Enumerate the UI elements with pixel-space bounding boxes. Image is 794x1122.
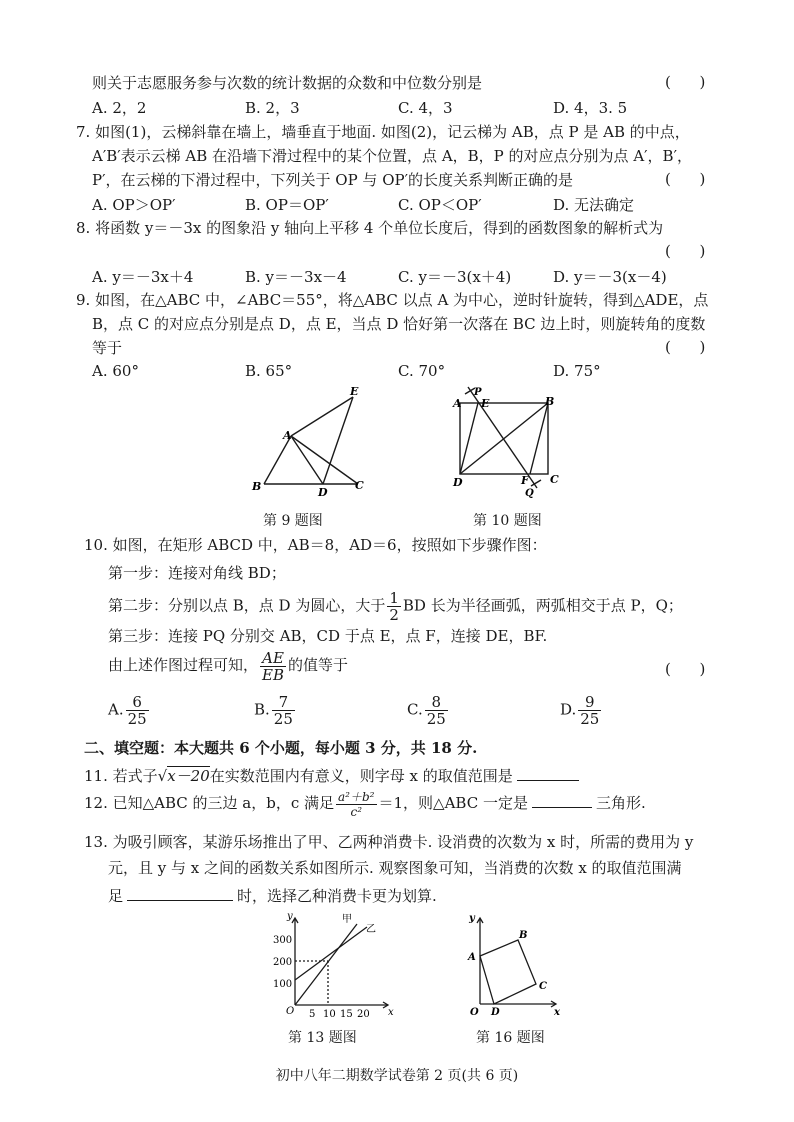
- fraction-numerator: 7: [272, 694, 295, 711]
- fig10-label-c: C: [550, 473, 559, 486]
- q6-answer-paren: ( ): [665, 73, 706, 91]
- q11-text-b: 在实数范围内有意义，则字母 x 的取值范围是: [209, 767, 513, 785]
- fig13-y-tick-200: 200: [273, 957, 293, 968]
- fraction-denominator: EB: [262, 665, 284, 684]
- fig13-series-jia-label: 甲: [342, 914, 352, 925]
- q9-option-d: D. 75°: [553, 362, 601, 380]
- q9-answer-paren: ( ): [665, 338, 706, 356]
- q8-answer-paren: ( ): [665, 242, 706, 260]
- q10-conclusion-text-b: 的值等于: [288, 656, 349, 674]
- q10-step-2-text-b: BD 长为半径画弧，两弧相交于点 P，Q；: [402, 596, 683, 615]
- fig13-series-yi-label: 乙: [366, 924, 376, 935]
- figure-13-caption: 第 13 题图: [288, 1030, 357, 1046]
- fraction-denominator: 2: [389, 606, 399, 624]
- figure-9-caption: 第 9 题图: [263, 513, 323, 529]
- q8-stem: 8. 将函数 y＝－3x 的图象沿 y 轴向上平移 4 个单位长度后，得到的函数图象的解析式为: [76, 219, 664, 237]
- fig13-y-tick-100: 100: [273, 979, 293, 990]
- fraction-denominator: 25: [426, 710, 446, 728]
- q13-stem-line2: 元，且 y 与 x 之间的函数关系如图所示. 观察图象可知，当消费的次数 x 的取值范围满: [108, 859, 682, 877]
- radical-sign: √: [157, 767, 168, 785]
- q6-option-c: C. 4，3: [398, 99, 453, 117]
- q10-conclusion: [108, 648, 348, 683]
- fig10-label-d: D: [453, 476, 463, 489]
- fraction-numerator: AE: [260, 650, 286, 667]
- fig10-label-f: F: [521, 474, 529, 487]
- q11-text-a: 11. 若式子: [84, 767, 158, 785]
- q6-option-a: A. 2，2: [92, 99, 147, 117]
- q10-step-3: 第三步：连接 PQ 分别交 AB，CD 于点 E，点 F，连接 DE，BF.: [108, 627, 548, 645]
- option-fraction: [272, 694, 295, 727]
- q8-option-c: C. y＝－3(x＋4): [398, 268, 512, 286]
- fig10-label-q: Q: [525, 488, 534, 499]
- q9-option-b: B. 65°: [245, 362, 293, 380]
- fraction-numerator: 1: [389, 589, 399, 607]
- fig13-x-tick-20: 20: [357, 1009, 370, 1020]
- q7-option-a: A. OP＞OP′: [92, 196, 176, 214]
- fig13-x-tick-5: 5: [309, 1009, 316, 1020]
- fraction-one-half: [387, 590, 401, 623]
- q7-stem-line2: A′B′表示云梯 AB 在沿墙下滑过程中的某个位置，点 A，B，P 的对应点分别为点 A′，B′，: [92, 147, 692, 165]
- figure-16-square: [458, 912, 568, 1024]
- q12-text-b: ＝1，则△ABC 一定是: [378, 794, 528, 812]
- fraction-denominator: 25: [127, 710, 147, 728]
- fig16-label-c: C: [539, 981, 547, 992]
- fig16-origin-label: O: [470, 1007, 479, 1018]
- fig13-y-axis-label: y: [287, 911, 293, 922]
- q12-stem: [84, 786, 646, 820]
- q7-option-b: B. OP＝OP′: [245, 196, 329, 214]
- figure-10-caption: 第 10 题图: [473, 513, 542, 529]
- option-fraction: [578, 694, 601, 727]
- fig9-label-e: E: [350, 385, 359, 398]
- q9-stem-line2: B，点 C 的对应点分别是点 D，点 E，当点 D 恰好第一次落在 BC 边上时，则旋转角的度数: [92, 315, 706, 333]
- fig10-label-e: E: [481, 397, 490, 410]
- q10-option-d: [560, 694, 603, 727]
- fig13-x-tick-10: 10: [323, 1009, 336, 1020]
- option-fraction: [425, 694, 448, 727]
- q13-text-a: 足: [108, 887, 124, 905]
- fig9-label-d: D: [318, 486, 328, 497]
- q10-answer-paren: ( ): [665, 660, 706, 678]
- fraction-a2-b2-over-c2: [336, 790, 376, 819]
- fig9-label-c: C: [355, 479, 364, 492]
- option-fraction: [126, 694, 149, 727]
- q13-stem-line3: [108, 884, 437, 906]
- q6-option-b: B. 2，3: [245, 99, 300, 117]
- fig16-x-axis-label: x: [554, 1007, 560, 1018]
- fig13-y-tick-300: 300: [273, 935, 293, 946]
- figure-16-caption: 第 16 题图: [476, 1030, 545, 1046]
- fraction-numerator: a²＋b²: [338, 789, 375, 804]
- q10-option-a: [108, 694, 151, 727]
- q10-step-2: [108, 590, 683, 623]
- fraction-denominator: c²: [350, 804, 363, 819]
- fig10-label-a: A: [453, 397, 462, 410]
- q10-stem: 10. 如图，在矩形 ABCD 中，AB＝8，AD＝6，按照如下步骤作图：: [84, 536, 547, 554]
- q7-answer-paren: ( ): [665, 170, 706, 188]
- option-letter: A.: [108, 700, 124, 719]
- fraction-numerator: 9: [578, 694, 601, 711]
- fig16-label-d: D: [491, 1007, 500, 1018]
- fig10-label-p: P: [474, 387, 482, 398]
- fraction-denominator: 25: [580, 710, 600, 728]
- q6-stem: 则关于志愿服务参与次数的统计数据的众数和中位数分别是: [92, 74, 483, 92]
- q11-answer-blank: [517, 764, 579, 781]
- q9-stem-line3: 等于: [92, 339, 123, 357]
- q12-text-a: 12. 已知△ABC 的三边 a，b，c 满足: [84, 794, 335, 812]
- fig13-x-axis-label: x: [388, 1007, 394, 1018]
- q10-conclusion-text-a: 由上述作图过程可知，: [108, 656, 259, 674]
- q13-answer-blank: [127, 884, 233, 901]
- option-letter: C.: [407, 700, 423, 719]
- fraction-ae-over-eb: [260, 650, 286, 683]
- q6-option-d: D. 4，3. 5: [553, 99, 628, 117]
- fig13-origin-label: O: [286, 1006, 295, 1017]
- q13-stem-line1: 13. 为吸引顾客，某游乐场推出了甲、乙两种消费卡. 设消费的次数为 x 时，所需的费用为 y: [84, 833, 694, 851]
- q7-option-c: C. OP＜OP′: [398, 196, 482, 214]
- fig9-label-b: B: [252, 480, 262, 493]
- q8-option-a: A. y＝－3x＋4: [92, 268, 194, 286]
- q9-option-a: A. 60°: [92, 362, 139, 380]
- fig9-label-a: A: [283, 429, 292, 442]
- option-letter: D.: [560, 700, 577, 719]
- fraction-numerator: 8: [425, 694, 448, 711]
- section-2-heading: 二、填空题：本大题共 6 个小题，每小题 3 分，共 18 分.: [84, 739, 478, 757]
- q7-stem-line3: P′，在云梯的下滑过程中，下列关于 OP 与 OP′的长度关系判断正确的是: [92, 171, 573, 189]
- q8-option-b: B. y＝－3x－4: [245, 268, 347, 286]
- q10-option-c: [407, 694, 450, 727]
- fig13-x-tick-15: 15: [340, 1009, 353, 1020]
- option-letter: B.: [254, 700, 270, 719]
- figure-9-triangle: [240, 382, 380, 497]
- q12-answer-blank: [532, 791, 592, 808]
- fraction-denominator: 25: [273, 710, 293, 728]
- q7-option-d: D. 无法确定: [553, 196, 635, 214]
- q9-option-c: C. 70°: [398, 362, 446, 380]
- q13-text-b: 时，选择乙种消费卡更为划算.: [237, 887, 437, 905]
- q7-stem-line1: 7. 如图(1)，云梯斜靠在墙上，墙垂直于地面. 如图(2)，记云梯为 AB，点 P 是 AB 的中点，: [76, 123, 690, 141]
- fig16-y-axis-label: y: [469, 913, 475, 924]
- figure-13-graph: [270, 910, 400, 1022]
- fig16-label-a: A: [468, 952, 476, 963]
- fig10-label-b: B: [545, 395, 555, 408]
- page-footer: 初中八年二期数学试卷第 2 页(共 6 页): [275, 1068, 519, 1084]
- q9-stem-line1: 9. 如图，在△ABC 中，∠ABC＝55°，将△ABC 以点 A 为中心，逆时针旋转，得到△ADE，点: [76, 291, 709, 309]
- q10-option-b: [254, 694, 297, 727]
- fraction-numerator: 6: [126, 694, 149, 711]
- q10-step-1: 第一步：连接对角线 BD；: [108, 564, 286, 582]
- radicand: x－20: [167, 767, 210, 785]
- fig16-label-b: B: [519, 930, 528, 941]
- q8-option-d: D. y＝－3(x－4): [553, 268, 667, 286]
- q11-stem: [84, 764, 579, 786]
- q12-text-c: 三角形.: [595, 794, 646, 812]
- q10-step-2-text-a: 第二步：分别以点 B，点 D 为圆心，大于: [108, 596, 386, 615]
- figure-10-rectangle: [445, 382, 565, 500]
